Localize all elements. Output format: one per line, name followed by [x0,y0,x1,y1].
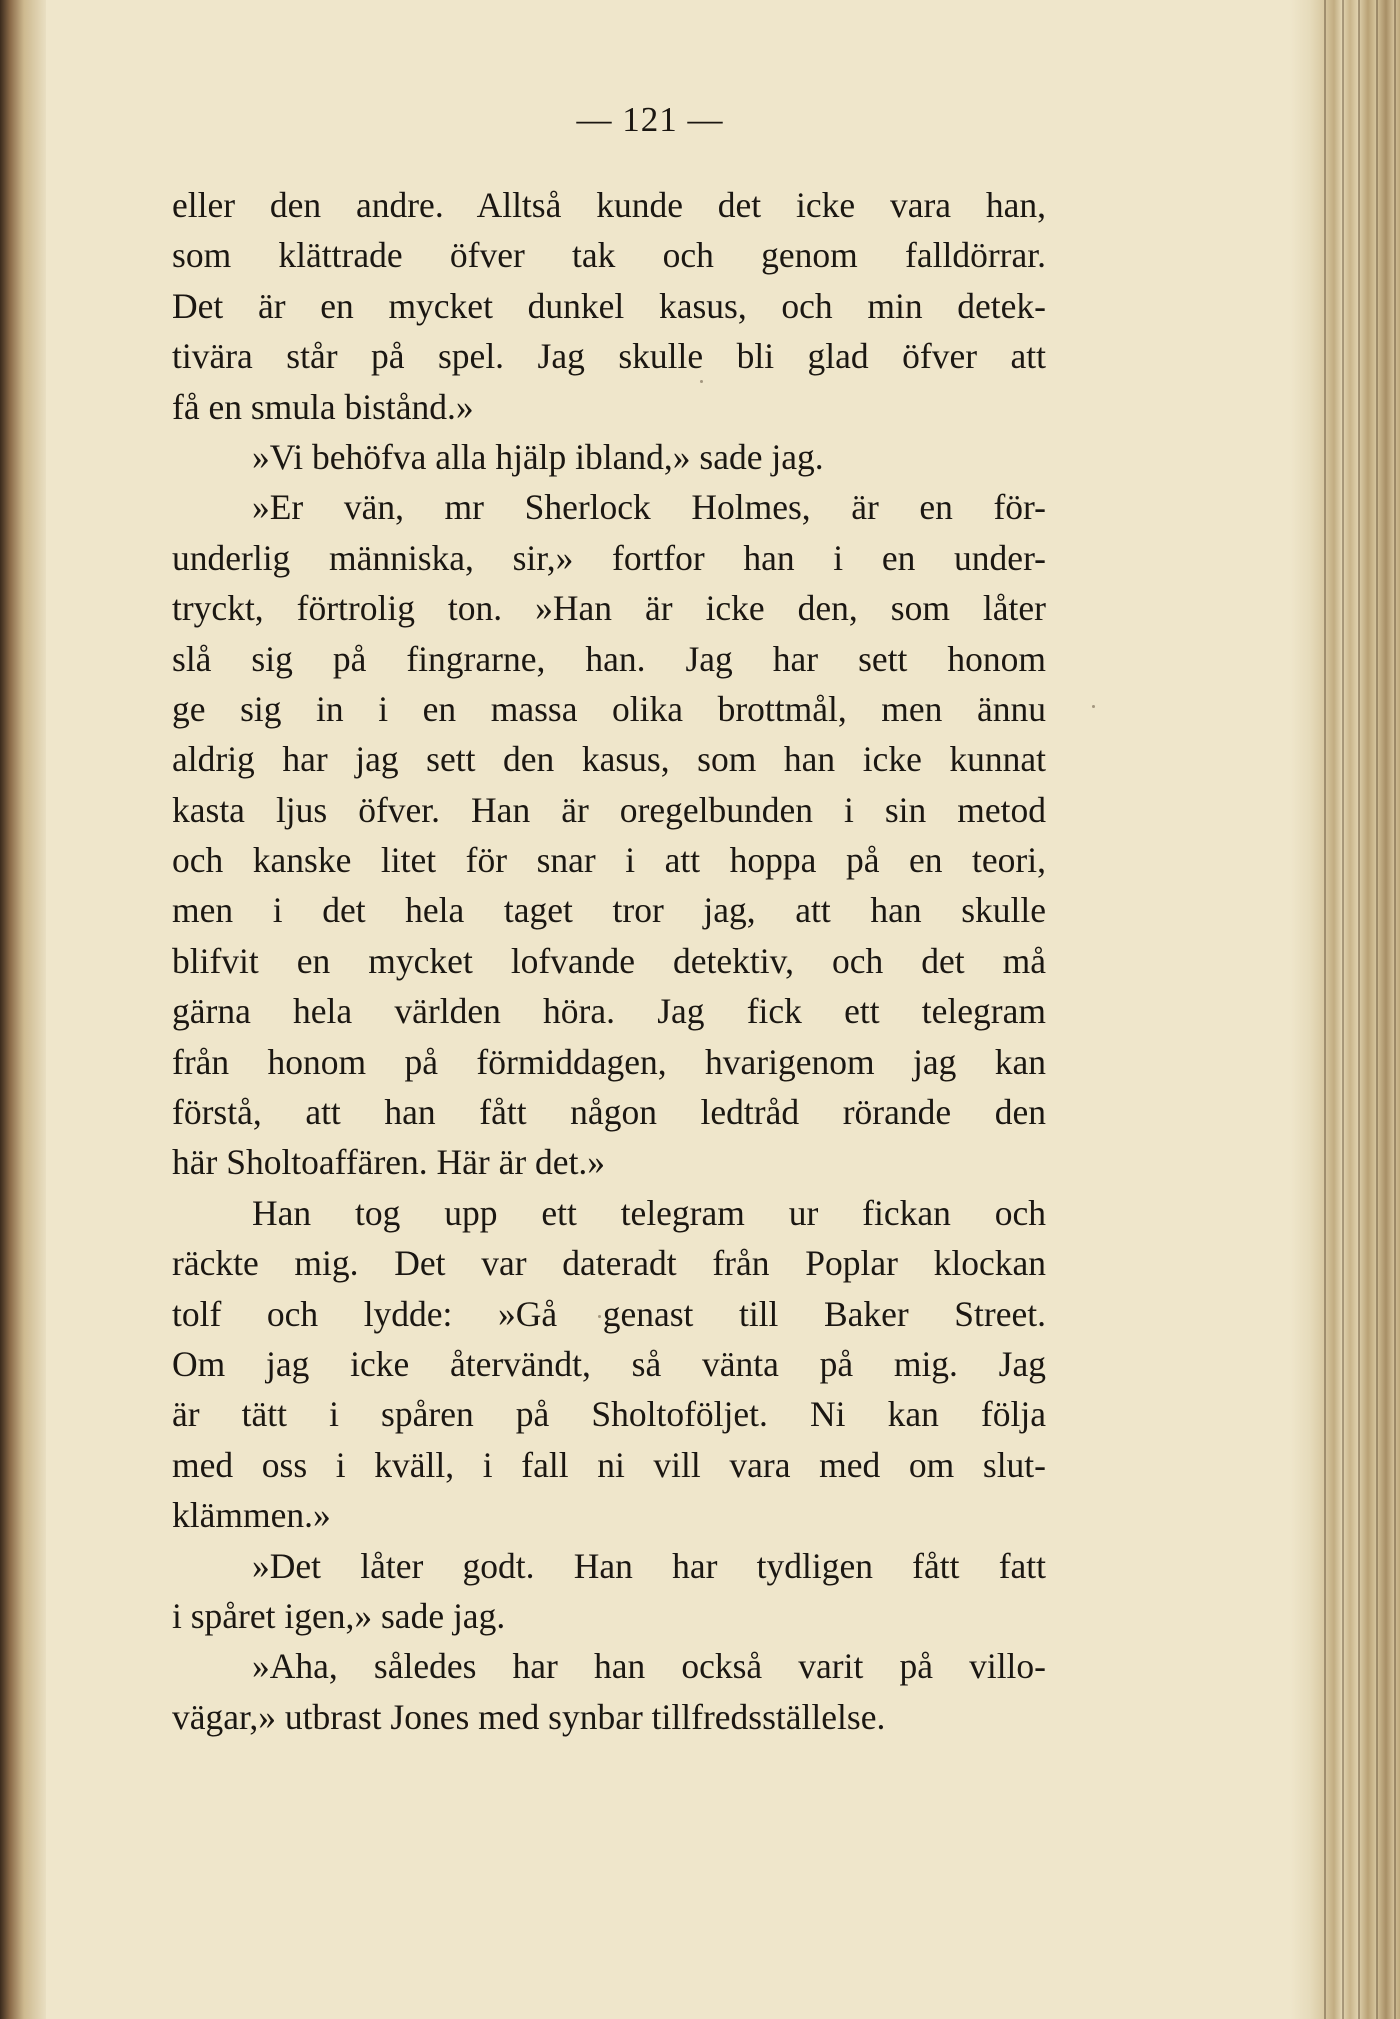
text-line: gärna hela världen höra. Jag fick ett telegram [172,991,1046,1032]
text-line: slå sig på fingrarne, han. Jag har sett honom [172,638,1046,679]
text-line: kasta ljus öfver. Han är oregelbunden i sin metod [172,789,1046,830]
body-text [172,180,1046,1742]
text-line: »Det låter godt. Han har tydligen fått fatt [252,1545,1046,1586]
text-line: i spåret igen,» sade jag. [172,1595,506,1636]
text-line: blifvit en mycket lofvande detektiv, och det må [172,940,1046,981]
text-line: »Aha, således har han också varit på villo- [252,1646,1046,1687]
text-line: underlig människa, sir,» fortfor han i en under- [172,537,1046,578]
text-line: och kanske litet för snar i att hoppa på en teori, [172,840,1046,881]
text-line: förstå, att han fått någon ledtråd rörande den [172,1092,1046,1133]
text-line: med oss i kväll, i fall ni vill vara med om slut- [172,1444,1046,1485]
text-line: tolf och lydde: »Gå genast till Baker Street. [172,1293,1046,1334]
text-line: få en smula bistånd.» [172,386,474,427]
text-line: här Sholtoaffären. Här är det.» [172,1142,606,1183]
text-line: tivära står på spel. Jag skulle bli glad öfver att [172,336,1046,377]
text-line: men i det hela taget tror jag, att han skulle [172,890,1046,931]
text-line: »Er vän, mr Sherlock Holmes, är en för- [252,487,1046,528]
text-line: Han tog upp ett telegram ur fickan och [252,1192,1046,1233]
text-line: aldrig har jag sett den kasus, som han icke kunnat [172,739,1046,780]
text-line: vägar,» utbrast Jones med synbar tillfredsställelse. [172,1696,886,1737]
page-number: — 121 — [576,100,724,139]
text-line: är tätt i spåren på Sholtoföljet. Ni kan följa [172,1394,1046,1435]
text-line: Om jag icke återvändt, så vänta på mig. Jag [172,1343,1046,1384]
text-line: från honom på förmiddagen, hvarigenom jag kan [172,1041,1046,1082]
page-edges [1290,0,1400,2019]
text-line: »Vi behöfva alla hjälp ibland,» sade jag. [252,436,824,477]
text-line: tryckt, förtrolig ton. »Han är icke den, som låter [172,588,1046,629]
binding-shadow [0,0,46,2019]
text-line: eller den andre. Alltså kunde det icke vara han, [172,185,1046,225]
text-line: ge sig in i en massa olika brottmål, men ännu [172,688,1046,729]
text-line: räckte mig. Det var dateradt från Poplar klockan [172,1243,1046,1284]
text-line: klämmen.» [172,1495,331,1536]
text-line: som klättrade öfver tak och genom falldörrar. [172,235,1046,276]
text-line: Det är en mycket dunkel kasus, och min detek- [172,285,1046,326]
